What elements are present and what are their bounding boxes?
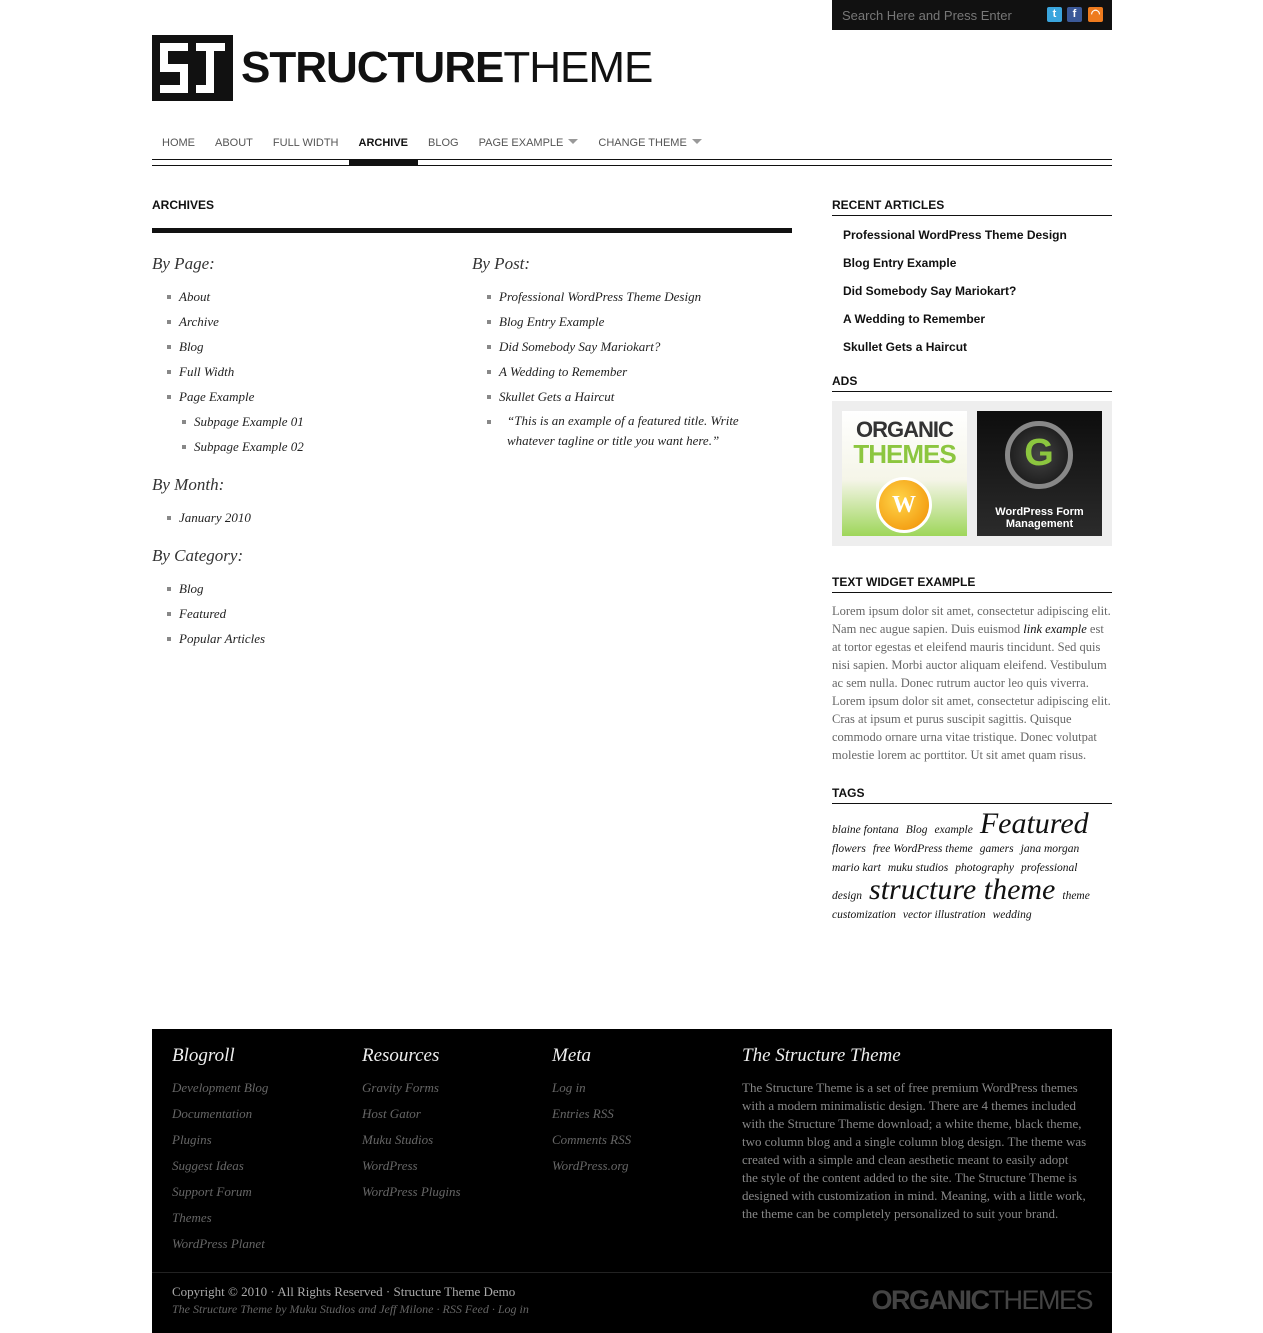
footer-blogroll	[172, 1045, 268, 1257]
by-month-heading: By Month:	[152, 475, 225, 494]
archive-post-link[interactable]: Did Somebody Say Mariokart?	[472, 334, 772, 359]
tag-link[interactable]: Featured	[979, 807, 1089, 840]
footer-link[interactable]: Themes	[172, 1210, 212, 1225]
archive-column-right	[472, 254, 772, 451]
organic-themes-ad[interactable]	[842, 411, 967, 536]
archive-category-link[interactable]: Featured	[152, 601, 452, 626]
main-content	[152, 198, 792, 646]
search-bar	[832, 0, 1112, 30]
nav-item-home[interactable]: HOME	[162, 137, 195, 149]
tag-link[interactable]: gamers	[979, 843, 1014, 855]
by-post-heading: By Post:	[472, 254, 531, 273]
footer-meta	[552, 1045, 631, 1179]
ad-text: THEMES	[853, 439, 956, 469]
footer-heading: Meta	[552, 1045, 592, 1066]
nav-item-about[interactable]: ABOUT	[215, 137, 253, 149]
tag-link[interactable]: photography	[955, 862, 1015, 874]
by-month-list	[152, 505, 452, 530]
search-input[interactable]	[836, 4, 1036, 26]
archive-month-link[interactable]: January 2010	[152, 505, 452, 530]
ad-text: ORGANIC	[856, 417, 953, 442]
tag-link[interactable]: jana morgan	[1020, 843, 1080, 855]
gravity-forms-ad[interactable]	[977, 411, 1102, 536]
wordpress-ball-icon	[876, 477, 932, 533]
footer-link[interactable]: Comments RSS	[552, 1132, 632, 1147]
archive-column-left	[152, 254, 452, 651]
footer-link[interactable]: Development Blog	[172, 1080, 269, 1095]
archive-post-link[interactable]: Skullet Gets a Haircut	[472, 384, 772, 409]
footer-about-text: The Structure Theme is a set of free premium WordPress themes with a modern minimalistic design. There are 4 themes included with the Structure Theme download; a white theme, black theme, two column blog and a single column blog design. The theme was created with a simple and clean aesthetic meant to easily adopt the style of the content added to the site. The Structure Theme is designed with customization in mind. Meaning, with a little work, the theme can be completely personalized to suit your brand.	[742, 1080, 1087, 1221]
nav-item-page-example[interactable]: PAGE EXAMPLE	[469, 122, 589, 162]
tag-link[interactable]: mario kart	[832, 862, 881, 874]
recent-article-link[interactable]: Did Somebody Say Mariokart?	[843, 284, 1017, 298]
chevron-down-icon	[692, 139, 702, 144]
tag-link[interactable]: example	[934, 824, 973, 836]
ad-caption: WordPress Form Management	[995, 506, 1084, 530]
archive-post-link[interactable]: “This is an example of a featured title. Write whatever tagline or title you want here.”	[472, 409, 772, 451]
text-widget-link[interactable]: link example	[1023, 622, 1087, 636]
recent-article-link[interactable]: A Wedding to Remember	[843, 312, 986, 326]
nav-item-full-width[interactable]: FULL WIDTH	[272, 137, 339, 149]
by-category-list	[152, 576, 452, 651]
footer-heading: Resources	[362, 1045, 440, 1066]
footer-link[interactable]: Log in	[552, 1080, 586, 1095]
archive-category-link[interactable]: Popular Articles	[152, 626, 452, 651]
tag-link[interactable]: vector illustration	[902, 909, 986, 921]
archive-post-link[interactable]: Blog Entry Example	[472, 309, 772, 334]
footer-heading: The Structure Theme	[742, 1045, 901, 1066]
gravity-logo-icon	[1005, 421, 1073, 489]
logo-mark-icon	[152, 35, 233, 101]
footer-divider	[152, 1272, 1112, 1273]
text-widget-title: TEXT WIDGET EXAMPLE	[832, 575, 1112, 593]
main-navigation	[152, 122, 1112, 168]
tag-link[interactable]: free WordPress theme	[872, 843, 973, 855]
credits-text: The Structure Theme by Muku Studios and Jeff Milone · RSS Feed · Log in	[172, 1302, 529, 1316]
tag-cloud	[832, 807, 1112, 924]
tag-link[interactable]: blaine fontana	[832, 824, 899, 836]
footer-about	[742, 1045, 1087, 1223]
chevron-down-icon	[568, 139, 578, 144]
archive-page-link[interactable]: Archive	[152, 309, 452, 334]
logo-wordmark: STRUCTURETHEME	[241, 43, 653, 92]
footer-link[interactable]: Suggest Ideas	[172, 1158, 244, 1173]
tags-title: TAGS	[832, 786, 1112, 804]
tag-link[interactable]: wedding	[992, 909, 1032, 921]
tag-link[interactable]: Blog	[905, 824, 928, 836]
recent-article-link[interactable]: Skullet Gets a Haircut	[843, 340, 968, 354]
footer-link[interactable]: Plugins	[172, 1132, 212, 1147]
text-widget-body: Lorem ipsum dolor sit amet, consectetur adipiscing elit. Nam nec augue sapien. Duis euismod link example est at tortor egestas et eleifend mauris tincidunt. Sed quis nisi sapien. Morbi auctor aliquam eleifend. Vestibulum ac sem nulla. Donec rutrum auctor leo quis viverra. Lorem ipsum dolor sit amet, consectetur adipiscing elit. Cras at ipsum et purus suscipit sagittis. Quisque commodo ornare urna vitae tristique. Donec volutpat molestie lorem ac porttitor. Ut sit amet quam risus.	[832, 604, 1111, 762]
footer-resources	[362, 1045, 461, 1205]
recent-articles-list	[832, 228, 1112, 368]
by-post-list	[472, 284, 772, 451]
archive-page-link[interactable]: Blog	[152, 334, 452, 359]
page-title: ARCHIVES	[152, 198, 792, 233]
archive-page-link[interactable]: Full Width	[152, 359, 452, 384]
nav-item-archive[interactable]: ARCHIVE	[349, 122, 419, 162]
footer-link[interactable]: WordPress Planet	[172, 1236, 265, 1251]
footer-link[interactable]: Host Gator	[362, 1106, 421, 1121]
ads-title: ADS	[832, 374, 1112, 392]
nav-divider	[152, 159, 1112, 160]
recent-articles-title: RECENT ARTICLES	[832, 198, 1112, 216]
site-logo[interactable]	[152, 35, 652, 101]
footer-link[interactable]: Gravity Forms	[362, 1080, 439, 1095]
by-page-heading: By Page:	[152, 254, 215, 273]
nav-item-change-theme[interactable]: CHANGE THEME	[588, 122, 711, 162]
footer	[152, 1029, 1112, 1333]
sidebar	[832, 198, 1112, 924]
footer-link[interactable]: Entries RSS	[552, 1106, 614, 1121]
footer-logo[interactable]: ORGANICTHEMES	[871, 1285, 1092, 1315]
recent-article-link[interactable]: Professional WordPress Theme Design	[843, 228, 1067, 242]
nav-item-blog[interactable]: BLOG	[428, 137, 459, 149]
archive-post-link[interactable]: Professional WordPress Theme Design	[472, 284, 772, 309]
footer-link[interactable]: WordPress.org	[552, 1158, 629, 1173]
archive-subpage-link[interactable]: Subpage Example 02	[152, 434, 452, 459]
facebook-icon[interactable]: f	[1067, 7, 1082, 22]
tag-link[interactable]: flowers	[832, 843, 866, 855]
by-category-heading: By Category:	[152, 546, 244, 565]
archive-page-link[interactable]: Page Example	[152, 384, 452, 409]
tag-link[interactable]: theme customization	[832, 890, 1090, 921]
copyright-text: Copyright © 2010 · All Rights Reserved · Structure Theme Demo	[172, 1284, 516, 1299]
ads-box	[832, 401, 1112, 546]
footer-link[interactable]: Muku Studios	[362, 1132, 434, 1147]
archive-category-link[interactable]: Blog	[152, 576, 452, 601]
nav-divider	[152, 165, 1112, 166]
footer-link[interactable]: Documentation	[172, 1106, 253, 1121]
tag-link[interactable]: muku studios	[887, 862, 949, 874]
footer-link[interactable]: WordPress Plugins	[362, 1184, 461, 1199]
twitter-icon[interactable]: t	[1047, 7, 1062, 22]
archive-post-link[interactable]: A Wedding to Remember	[472, 359, 772, 384]
tag-link[interactable]: professional design	[832, 862, 1078, 902]
by-page-list	[152, 284, 452, 459]
recent-article-link[interactable]: Blog Entry Example	[843, 256, 957, 270]
archive-subpage-link[interactable]: Subpage Example 01	[152, 409, 452, 434]
archive-page-link[interactable]: About	[152, 284, 452, 309]
footer-heading: Blogroll	[172, 1045, 235, 1066]
tag-link[interactable]: structure theme	[869, 873, 1056, 906]
footer-link[interactable]: WordPress	[362, 1158, 418, 1173]
footer-link[interactable]: Support Forum	[172, 1184, 252, 1199]
rss-icon[interactable]: ◠	[1088, 7, 1103, 22]
